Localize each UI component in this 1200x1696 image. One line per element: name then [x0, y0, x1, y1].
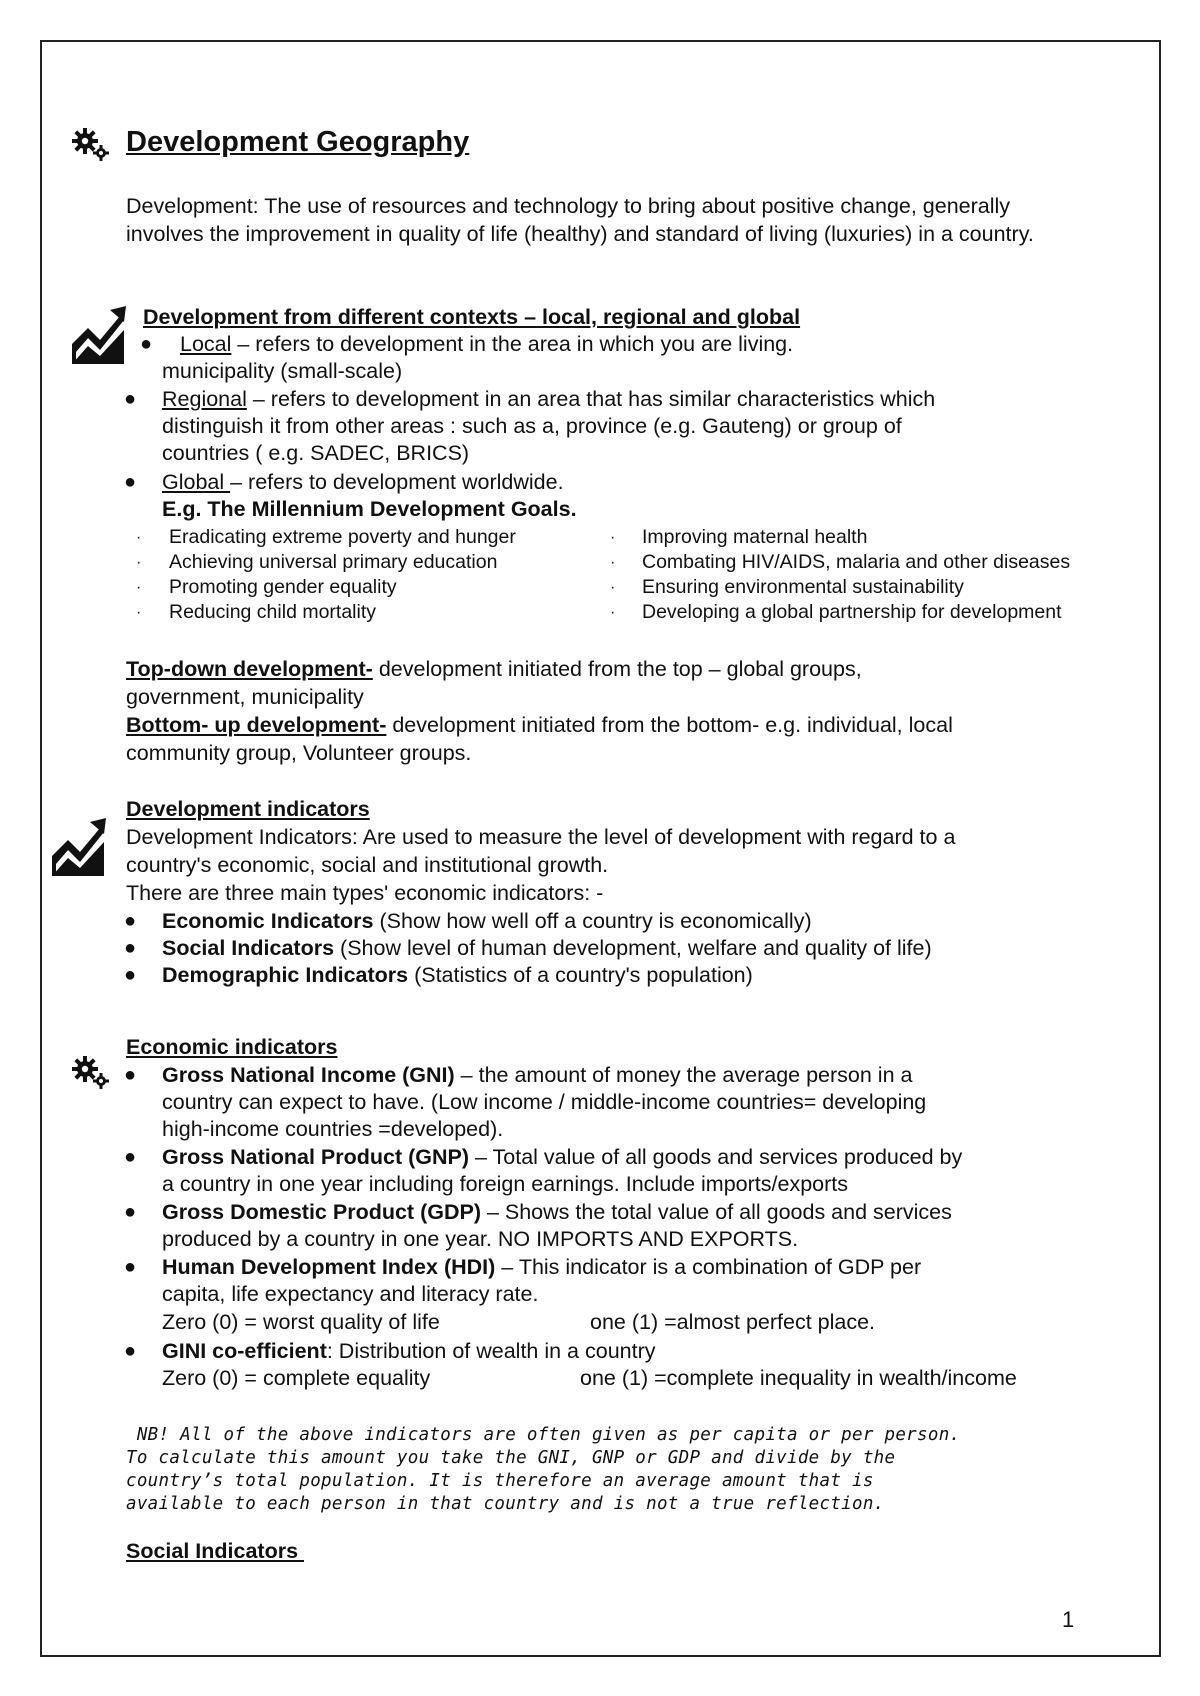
hdi-line1: [162, 1254, 921, 1281]
nb-line: To calculate this amount you take the GNI, GNP or GDP and divide by the: [126, 1448, 896, 1468]
contexts-heading-text: Development from different contexts – local, regional and global: [143, 305, 801, 329]
bullet-gni: ●: [124, 1064, 137, 1086]
indicator-demographic-term: Demographic Indicators: [162, 963, 409, 987]
topdown-line2: government, municipality: [126, 685, 364, 709]
local-line1: [180, 331, 793, 358]
local-line2: municipality (small-scale): [162, 359, 403, 383]
bullet-global: ●: [124, 471, 137, 493]
indicator-demographic: [162, 962, 753, 989]
goal-dot: ·: [136, 579, 142, 596]
goal-dot: ·: [136, 554, 142, 571]
indicator-demographic-text: (Statistics of a country's population): [408, 963, 753, 987]
goal-left-3: Promoting gender equality: [169, 576, 397, 598]
goal-right-3: Ensuring environmental sustainability: [642, 576, 964, 598]
gnp-text: – Total value of all goods and services produced by: [469, 1145, 963, 1169]
contexts-heading: [143, 303, 800, 331]
local-text: – refers to development in the area in which you are living.: [231, 332, 794, 356]
topdown-text: development initiated from the top – global groups,: [372, 657, 862, 681]
regional-line2: distinguish it from other areas : such as a, province (e.g. Gauteng) or group of: [162, 414, 902, 438]
growth-chart-icon: [72, 306, 126, 366]
local-term: Local: [180, 332, 232, 356]
goal-left-1: Eradicating extreme poverty and hunger: [169, 526, 516, 548]
goal-right-2: Combating HIV/AIDS, malaria and other diseases: [642, 551, 1071, 573]
nb-line: country’s total population. It is therefore an average amount that is: [126, 1471, 874, 1491]
indicator-economic: [162, 908, 812, 935]
gni-line1: [162, 1062, 912, 1089]
gni-text: – the amount of money the average person in a: [454, 1063, 913, 1087]
indicator-social-term: Social Indicators: [162, 936, 335, 960]
growth-chart-icon: [52, 818, 106, 878]
goal-left-2: Achieving universal primary education: [169, 551, 498, 573]
gni-line3: high-income countries =developed).: [162, 1117, 504, 1141]
page-title: Development Geography: [126, 126, 470, 158]
global-line1: [162, 469, 564, 496]
gini-line1: [162, 1338, 656, 1365]
indicator-economic-text: (Show how well off a country is economically): [373, 909, 812, 933]
bottomup-line2: community group, Volunteer groups.: [126, 741, 472, 765]
goal-dot: ·: [136, 529, 142, 546]
nb-line: available to each person in that country and is not a true reflection.: [126, 1494, 885, 1514]
bullet-gdp: ●: [124, 1201, 137, 1223]
gdp-line2: produced by a country in one year. NO IMPORTS AND EXPORTS.: [162, 1227, 799, 1251]
indicators-heading: Development indicators: [126, 797, 370, 821]
bullet-hdi: ●: [124, 1256, 137, 1278]
indicators-line2: country's economic, social and institutional growth.: [126, 853, 609, 877]
bullet-demographic: ●: [124, 964, 137, 986]
hdi-one: one (1) =almost perfect place.: [590, 1310, 876, 1334]
gears-icon: [72, 128, 110, 162]
bullet-gnp: ●: [124, 1146, 137, 1168]
indicator-social-text: (Show level of human development, welfare and quality of life): [334, 936, 932, 960]
page-number: 1: [1062, 1607, 1075, 1632]
global-example: E.g. The Millennium Development Goals.: [162, 497, 577, 521]
global-term: Global: [162, 470, 231, 494]
indicator-economic-term: Economic Indicators: [162, 909, 374, 933]
topdown-term: Top-down development-: [126, 657, 373, 681]
regional-line1: [162, 386, 935, 413]
hdi-line2: capita, life expectancy and literacy rate.: [162, 1282, 539, 1306]
regional-text: – refers to development in an area that has similar characteristics which: [246, 387, 936, 411]
social-heading: Social Indicators: [126, 1539, 305, 1563]
goal-dot: ·: [136, 604, 142, 621]
gni-line2: country can expect to have. (Low income / middle-income countries= developing: [162, 1090, 927, 1114]
gini-one: one (1) =complete inequality in wealth/income: [580, 1366, 1017, 1390]
goal-dot: ·: [610, 604, 616, 621]
indicators-line1: Development Indicators: Are used to measure the level of development with regard to a: [126, 825, 956, 849]
hdi-term: Human Development Index (HDI): [162, 1255, 496, 1279]
gini-term: GINI co-efficient: [162, 1339, 327, 1363]
definition-paragraph: Development: The use of resources and technology to bring about positive change, generally involves the improvement in quality of life (healthy) and standard of living (luxuries) in a country.: [126, 194, 1034, 246]
bullet-social: ●: [124, 937, 137, 959]
bullet-economic: ●: [124, 910, 137, 932]
goal-dot: ·: [610, 579, 616, 596]
bullet-gini: ●: [124, 1340, 137, 1362]
economic-heading: Economic indicators: [126, 1035, 338, 1059]
bullet-regional: ●: [124, 388, 137, 410]
nb-note: [126, 1424, 1086, 1516]
gdp-term: Gross Domestic Product (GDP): [162, 1200, 481, 1224]
gdp-text: – Shows the total value of all goods and services: [480, 1200, 952, 1224]
indicators-line3: There are three main types' economic indicators: -: [126, 881, 604, 905]
gnp-term: Gross National Product (GNP): [162, 1145, 470, 1169]
topdown-line1: [126, 656, 862, 683]
bullet-local: ●: [140, 333, 153, 355]
goal-right-4: Developing a global partnership for development: [642, 601, 1062, 623]
hdi-zero: Zero (0) = worst quality of life: [162, 1310, 440, 1334]
gini-text: : Distribution of wealth in a country: [326, 1339, 656, 1363]
gears-icon: [72, 1056, 110, 1090]
gnp-line1: [162, 1144, 962, 1171]
goal-right-1: Improving maternal health: [642, 526, 868, 548]
goal-left-4: Reducing child mortality: [169, 601, 377, 623]
bottomup-text: development initiated from the bottom- e.g. individual, local: [386, 713, 953, 737]
regional-term: Regional: [162, 387, 247, 411]
bottomup-line1: [126, 712, 953, 739]
indicator-social: [162, 935, 932, 962]
nb-line: NB! All of the above indicators are often given as per capita or per person.: [126, 1425, 961, 1445]
goal-dot: ·: [610, 554, 616, 571]
bottomup-term: Bottom- up development-: [126, 713, 387, 737]
gnp-line2: a country in one year including foreign earnings. Include imports/exports: [162, 1172, 848, 1196]
global-text: – refers to development worldwide.: [230, 470, 564, 494]
gini-zero: Zero (0) = complete equality: [162, 1366, 431, 1390]
gni-term: Gross National Income (GNI): [162, 1063, 455, 1087]
hdi-text: – This indicator is a combination of GDP per: [495, 1255, 922, 1279]
goal-dot: ·: [610, 529, 616, 546]
gdp-line1: [162, 1199, 952, 1226]
regional-line3: countries ( e.g. SADEC, BRICS): [162, 441, 470, 465]
